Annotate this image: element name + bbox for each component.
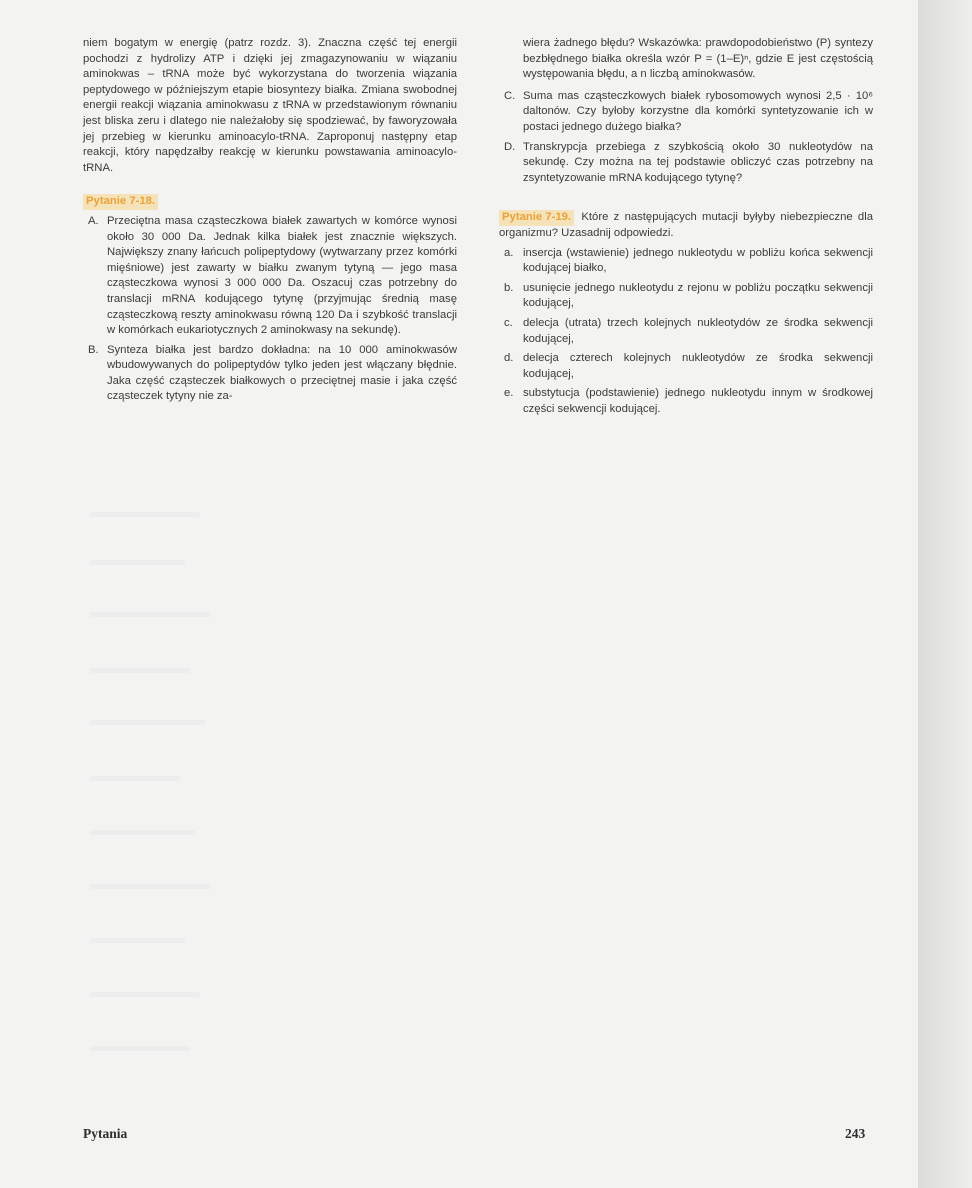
option-text: usunięcie jednego nukleotydu z rejonu w pobliżu początku sekwencji kodującej,: [523, 281, 873, 310]
option-e: [499, 386, 873, 417]
bleed-through: [90, 612, 210, 617]
question-7-19-label: Pytanie 7-19.: [499, 210, 574, 226]
left-column: [83, 36, 457, 409]
option-text: substytucja (podstawienie) jednego nukleotydu innym w środkowej części sekwencji kodującej.: [523, 387, 873, 415]
option-text: delecja czterech kolejnych nukleotydów ze środka sekwencji kodującej,: [523, 352, 873, 380]
running-footer-section: Pytania: [83, 1126, 128, 1141]
option-b: [499, 281, 873, 312]
item-text: Suma mas cząsteczkowych białek rybosomowych wynosi 2,5 · 10⁶ daltonów. Czy byłoby korzystne dla komórki syntetyzowanie ich w postaci jednego dużego białka?: [523, 89, 873, 133]
option-label: d.: [504, 352, 514, 365]
option-label: b.: [504, 281, 514, 294]
bleed-through: [90, 776, 180, 781]
page-number: 243: [845, 1126, 866, 1141]
option-text: delecja (utrata) trzech kolejnych nukleotydów ze środka sekwencji kodującej,: [523, 316, 873, 345]
question-7-19-prompt: [499, 210, 873, 241]
page-edge-shadow: [918, 0, 972, 1188]
bleed-through: [90, 830, 195, 835]
option-d: [499, 351, 873, 382]
bleed-through: [90, 560, 185, 565]
option-label: a.: [504, 246, 514, 259]
question-7-19-options: [499, 246, 873, 418]
bleed-through: [90, 884, 210, 889]
option-text: insercja (wstawienie) jednego nukleotydu w pobliżu końca sekwencji kodującej białko,: [523, 246, 873, 275]
option-c: [499, 316, 873, 347]
question-item-b: [83, 343, 457, 405]
question-7-18-items: [83, 214, 457, 405]
continuation-paragraph: wiera żadnego błędu? Wskazówka: prawdopodobieństwo (P) syntezy bezbłędnego białka określa wzór P = (1–E)ⁿ, gdzie E jest częstością występowania błędu, a n liczbą aminokwasów.: [523, 37, 873, 81]
bleed-through: [90, 938, 185, 943]
question-item-a: [83, 214, 457, 339]
item-label: D.: [504, 140, 516, 153]
item-text: Przeciętna masa cząsteczkowa białek zawartych w komórce wynosi około 30 000 Da. Jednak kilka białek jest znacznie większych. Największy znany łańcuch polipeptydowy (wytwarzany przez komórki mięśniowe) jest zawarty w białku zwanym tytyną — jego masa cząsteczkowa wynosi 3 000 000 Da. Oszacuj czas potrzebny do translacji mRNA kodującego tytynę (przyjmując średnią masę cząsteczkową reszty aminokwasu równą 120 Da i szybkość translacji w komórkach eukariotycznych 2 aminokwasy na sekundę).: [107, 214, 457, 337]
item-text: Synteza białka jest bardzo dokładna: na 10 000 aminokwasów wbudowywanych do polipeptydów tylko jeden jest włączany błędnie. Jaka część cząsteczek białkowych o przeciętnej masie i jaka część cząsteczek tytyny nie za-: [107, 343, 457, 403]
question-item-d: [499, 140, 873, 187]
option-label: e.: [504, 387, 514, 400]
bleed-through: [90, 512, 200, 517]
bleed-through: [90, 992, 200, 997]
item-label: C.: [504, 89, 516, 102]
item-label: A.: [88, 214, 99, 227]
item-label: B.: [88, 343, 99, 356]
intro-paragraph: niem bogatym w energię (patrz rozdz. 3). Znaczna część tej energii pochodzi z hydrolizy ATP i dzięki jej zmagazynowaniu w wiązaniu aminokwas – tRNA może być wykorzystana do tworzenia wiązania peptydowego w późniejszym etapie biosyntezy białka. Zmiana swobodnej energii reakcji wiązania aminokwasu z tRNA w przedstawionym równaniu jest bliska zeru i dlatego nie należałoby się spodziewać, by faworyzowała jej przebieg w kierunku aminoacylo-tRNA. Zaproponuj następny etap reakcji, który napędzałby reakcję w kierunku powstawania aminoacylo-tRNA.: [83, 37, 457, 174]
item-text: Transkrypcja przebiega z szybkością około 30 nukleotydów na sekundę. Czy można na tej podstawie obliczyć czas potrzebny na zsyntetyzowanie mRNA kodującego tytynę?: [523, 140, 873, 184]
bleed-through: [90, 1046, 190, 1051]
option-label: c.: [504, 316, 513, 329]
bleed-through: [90, 720, 205, 725]
question-item-c: [499, 89, 873, 136]
bleed-through: [90, 668, 190, 673]
question-7-18-items-continued: [499, 89, 873, 187]
option-a: [499, 246, 873, 277]
question-7-18-label: Pytanie 7-18.: [83, 194, 158, 210]
right-column: [499, 36, 873, 421]
question-7-19-text: Które z następujących mutacji byłyby niebezpieczne dla organizmu? Uzasadnij odpowiedzi.: [499, 211, 873, 239]
